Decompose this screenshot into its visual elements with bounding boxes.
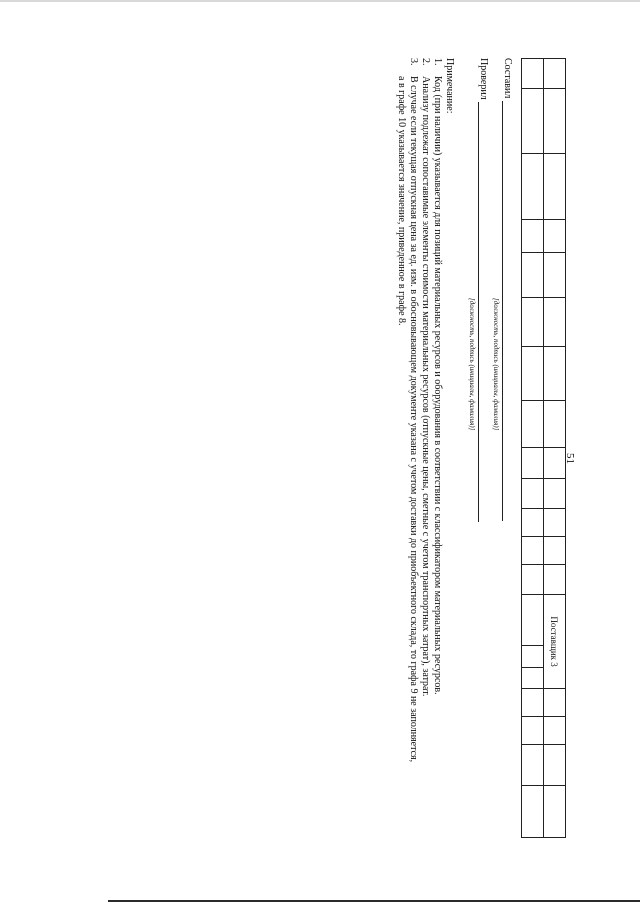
signature-caption: [должность, подпись (инициалы, фамилия)]: [492, 298, 500, 431]
note-number: 3.: [408, 58, 419, 66]
signature-label: Составил: [502, 58, 513, 99]
note-number: 2.: [420, 58, 431, 66]
page-number: 51: [564, 453, 576, 464]
signature-compiled: [502, 58, 513, 521]
table-cell: [544, 478, 566, 508]
table-cell: [544, 745, 566, 786]
table-cell: [544, 564, 566, 594]
table-cell: [522, 153, 544, 220]
signature-label: Проверил: [478, 58, 489, 100]
note-item: [407, 58, 419, 848]
scan-edge-bottom: [108, 900, 640, 902]
table-cell: [522, 667, 544, 689]
scan-edge-top: [0, 0, 640, 2]
table-cell: [544, 689, 566, 717]
supplier-table: [521, 58, 566, 838]
table-row: [522, 59, 544, 838]
table-cell: [544, 536, 566, 564]
table-cell: [544, 252, 566, 297]
note-number: 1.: [432, 58, 443, 66]
table-cell: [544, 297, 566, 346]
table-cell: [544, 153, 566, 220]
table-cell: [544, 220, 566, 252]
signature-caption: [должность, подпись (инициалы, фамилия)]: [468, 298, 476, 431]
signature-line: [502, 101, 513, 521]
table-cell: [544, 508, 566, 536]
table-cell: [544, 717, 566, 745]
table-row: [544, 59, 566, 838]
table-cell: [522, 297, 544, 346]
note-item: [431, 58, 443, 848]
table-cell: [522, 478, 544, 508]
table-cell: [522, 745, 544, 786]
table-cell: [544, 89, 566, 154]
table-cell: [522, 786, 544, 838]
table-cell: [522, 448, 544, 478]
table-cell: [522, 59, 544, 89]
supplier-header-cell: Поставщик 3: [544, 594, 566, 689]
table-cell: [522, 347, 544, 401]
table-cell: [544, 448, 566, 478]
note-text: Анализу подлежат сопоставимые элементы стоимости материальных ресурсов (отпускные цены, сметные с учетом транспортных затрат), затрат.: [420, 76, 431, 697]
table-cell: [522, 717, 544, 745]
signature-checked: [478, 58, 489, 522]
signature-line: [478, 102, 489, 522]
table-cell: [544, 786, 566, 838]
table-cell: [522, 536, 544, 564]
notes-block: [395, 58, 455, 848]
table-cell: [522, 508, 544, 536]
table-cell: [522, 89, 544, 154]
table-cell: [544, 401, 566, 448]
note-text: В случае если текущая отпускная цена за ед. изм. в обосновывающем документе указана с учетом доставки до приобъектного склада, то графа 9 не заполняется,: [408, 76, 419, 763]
table-cell: [544, 347, 566, 401]
table-cell: [544, 59, 566, 89]
table-cell: [522, 646, 544, 668]
note-item: [419, 58, 431, 848]
note-text: Код (при наличии) указывается для позиций материальных ресурсов и оборудования в соответствии с классификатором материальных ресурсов.: [432, 76, 443, 695]
table-cell: [522, 594, 544, 646]
notes-title: Примечание:: [444, 58, 455, 114]
table-cell: [522, 401, 544, 448]
table-cell: [522, 220, 544, 252]
rotated-page: [20, 58, 580, 858]
table-cell: [522, 252, 544, 297]
table-cell: [522, 564, 544, 594]
note-continuation: а в графе 10 указывается значение, приведенное в графе 8.: [396, 76, 407, 326]
table-cell: [522, 689, 544, 717]
